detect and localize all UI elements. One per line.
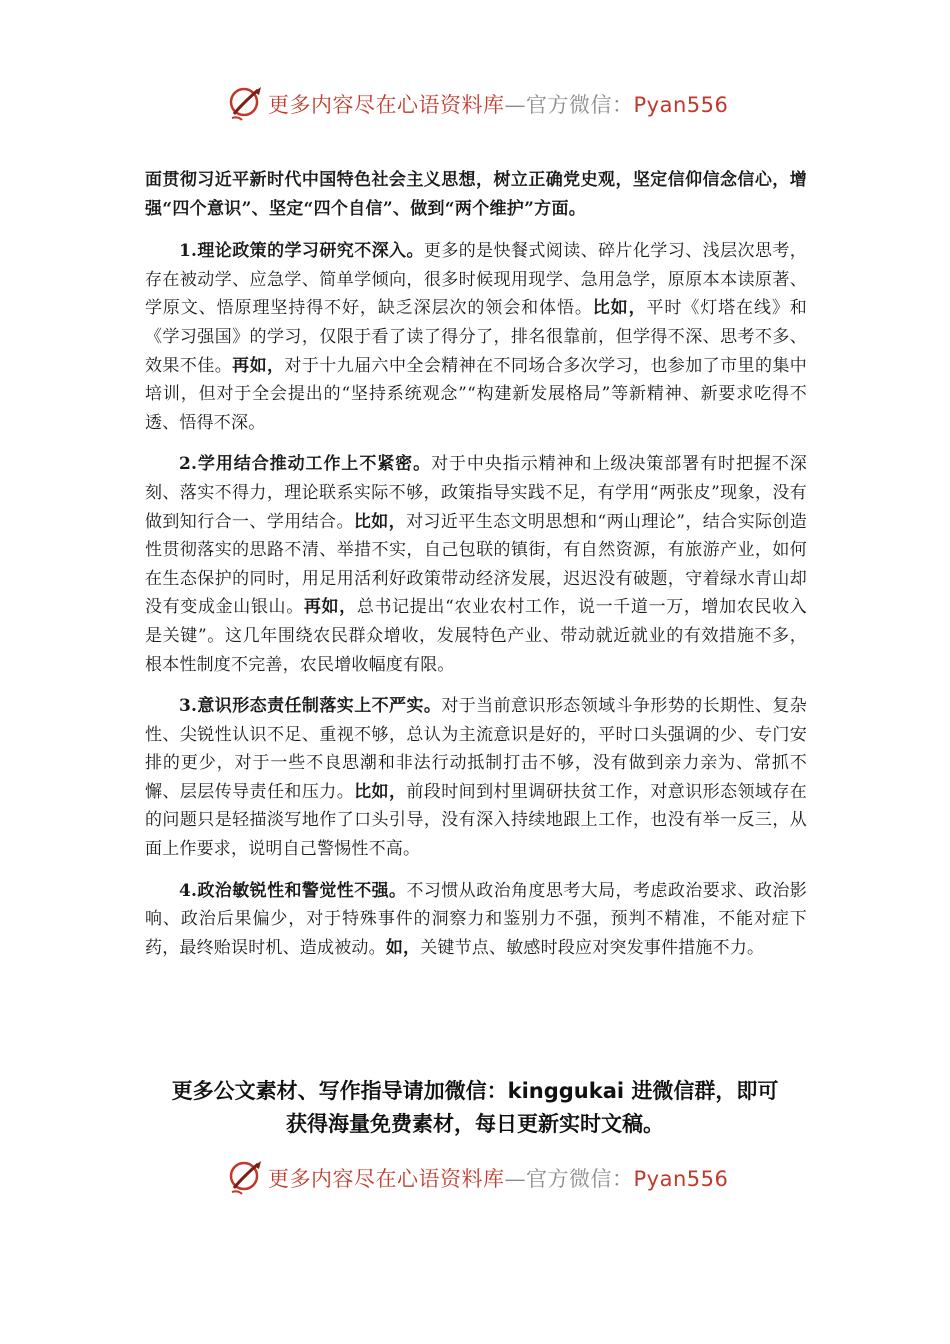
item-text: 平时《灯塔在线》和《学习强国》的学习，仅限于看了读了得分了，排名很靠前，但学得不深、思考不多、效果不佳。 — [145, 298, 807, 376]
watermark-banner-bottom — [228, 1156, 728, 1200]
item-keyword: 再如， — [303, 597, 357, 618]
footer-line-1: 更多公文素材、写作指导请加微信：kinggukai 进微信群，即可 — [171, 1079, 779, 1103]
pen-logo-icon — [228, 84, 264, 124]
item-heading-3: 3.意识形态责任制落实上不严实。 — [179, 696, 442, 717]
item-text: 对于中央指示精神和上级决策部署有时把握不深刻、落实不得力，理论联系实际不够，政策指导实践不足，有学用“两张皮”现象，没有做到知行合一、学用结合。 — [145, 454, 807, 532]
pen-logo-icon — [228, 1158, 264, 1198]
item-text: 对于当前意识形态领域斗争形势的长期性、复杂性、尖锐性认识不足、重视不够，总认为主流意识是好的，平时口头强调的少、专门安排的更少，对于一些不良思潮和非法行动抵制打击不够，没有做到亲力亲为、常抓不懈、层层传导责任和压力。 — [145, 696, 807, 802]
watermark-banner-top — [228, 82, 728, 126]
item-text: 关键节点、敏感时段应对突发事件措施不力。 — [420, 937, 765, 958]
footer-note — [120, 1075, 830, 1141]
item-heading-2: 2.学用结合推动工作上不紧密。 — [179, 454, 432, 475]
item-text: 前段时间到村里调研扶贫工作，对意识形态领域存在的问题只是轻描淡写地作了口头引导，没有深入持续地跟上工作，也没有举一反三，从面上作要求，说明自己警惕性不高。 — [145, 781, 807, 860]
watermark-separator: — — [504, 1167, 526, 1191]
footer-line-2: 获得海量免费素材，每日更新实时文稿。 — [286, 1112, 664, 1136]
item-paragraph-1 — [145, 237, 807, 437]
document-body — [145, 166, 807, 975]
watermark-text: 更多内容尽在心语资料库 — [268, 1167, 505, 1191]
item-text: 不习惯从政治角度思考大局，考虑政治要求、政治影响、政治后果偏少，对于特殊事件的洞察力和鉴别力不强，预判不精准，不能对症下药，最终贻误时机、造成被动。 — [145, 880, 807, 958]
watermark-wechat: Pyan556 — [633, 1167, 729, 1191]
item-keyword: 比如， — [353, 511, 407, 532]
item-text: 更多的是快餐式阅读、碎片化学习、浅层次思考，存在被动学、应急学、简单学倾向，很多时候现用现学、急用急学，原原本本读原著、学原文、悟原理坚持得不好，缺乏深层次的领会和体悟。 — [145, 241, 807, 319]
item-text: 对于十九届六中全会精神在不同场合多次学习，也参加了市里的集中培训，但对于全会提出的“坚持系统观念”“构建新发展格局”等新精神、新要求吃得不透、悟得不深。 — [145, 355, 807, 433]
item-keyword: 如， — [385, 937, 421, 958]
item-paragraph-3 — [145, 692, 807, 864]
intro-paragraph: 面贯彻习近平新时代中国特色社会主义思想，树立正确党史观，坚定信仰信念信心，增强“四个意识”、坚定“四个自信”、做到“两个维护”方面。 — [145, 170, 807, 219]
item-heading-4: 4.政治敏锐性和警觉性不强。 — [179, 880, 407, 901]
item-text: 总书记提出“农业农村工作，说一千道一万，增加农民收入是关键”。这几年围绕农民群众增收，发展特色产业、带动就近就业的有效措施不多，根本性制度不完善，农民增收幅度有限。 — [145, 597, 807, 675]
item-text: 对习近平生态文明思想和“两山理论”，结合实际创造性贯彻落实的思路不清、举措不实，自己包联的镇街，有自然资源，有旅游产业，如何在生态保护的同时，用足用活利好政策带动经济发展，迟迟没有破题，守着绿水青山却没有变成金山银山。 — [145, 511, 807, 618]
item-heading-1: 1.理论政策的学习研究不深入。 — [179, 241, 424, 262]
item-keyword: 再如， — [232, 355, 285, 376]
watermark-wechat: Pyan556 — [633, 93, 729, 117]
watermark-lead: 官方微信： — [526, 1167, 634, 1191]
item-keyword: 比如， — [354, 781, 407, 802]
item-paragraph-4 — [145, 877, 807, 963]
item-paragraph-2 — [145, 450, 807, 679]
item-keyword: 比如， — [592, 298, 647, 319]
watermark-text: 更多内容尽在心语资料库 — [268, 93, 505, 117]
watermark-lead: 官方微信： — [526, 93, 634, 117]
watermark-separator: — — [504, 93, 526, 117]
